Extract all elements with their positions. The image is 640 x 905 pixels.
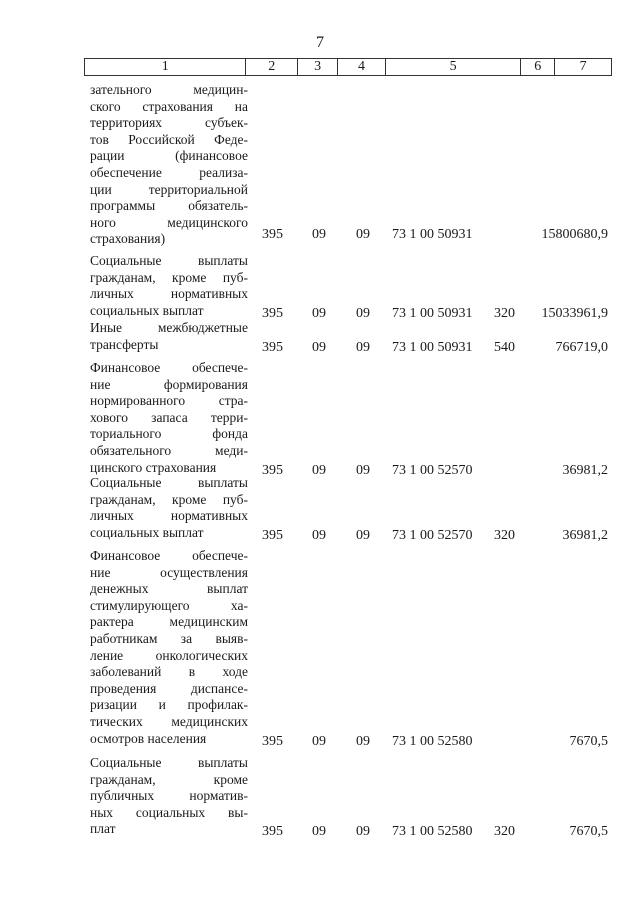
subsection-code: 09 [356,305,370,321]
description-line: Финансовое обеспече- [90,548,248,563]
chapter-code: 395 [262,227,283,243]
expense-type-code: 540 [494,339,515,355]
description-line: гражданам, кроме [90,771,248,787]
description-line: тов Российской Феде- [90,131,248,147]
header-col-6: 6 [521,59,555,75]
subsection-code: 09 [356,462,370,478]
chapter-code: 395 [262,339,283,355]
description-line: хового запаса терри- [90,409,248,425]
subsection-code: 09 [356,339,370,355]
expense-type-code: 320 [494,305,515,321]
description-line: ных социальных вы- [90,804,248,820]
description-line: программы обязатель- [90,198,248,214]
description-line: ного медицинского [90,214,248,230]
target-article-code: 73 1 00 50931 [392,305,473,321]
description-line: обязательного меди- [90,442,248,458]
description-line: Финансовое обеспече- [90,360,248,375]
description-line: Социальные выплаты [90,475,248,490]
expense-type-code: 320 [494,824,515,840]
page-number: 7 [316,34,324,51]
description-line: трансферты [90,336,159,352]
table-header [84,58,612,76]
description-line: рации (финансовое [90,148,248,164]
description-line: тических медицинских [90,713,248,729]
description-line: личных нормативных [90,286,248,302]
description-line: зательного медицин- [90,82,248,97]
header-col-7: 7 [579,59,587,74]
header-col-1: 1 [85,59,246,75]
expense-type-code: 320 [494,527,515,543]
section-code: 09 [312,305,326,321]
row-description [90,320,248,353]
row-description [90,82,248,248]
chapter-code: 395 [262,733,283,749]
description-line: денежных выплат [90,581,248,597]
description-line: ние осуществления [90,564,248,580]
description-line: территориях субъек- [90,115,248,131]
description-line: осмотров населения [90,730,207,746]
description-line: ние формирования [90,376,248,392]
row-description [90,360,248,476]
row-description [90,755,248,838]
row-description [90,253,248,319]
description-line: социальных выплат [90,302,204,318]
description-line: цинского страхования [90,459,217,475]
description-line: ление онкологических [90,647,248,663]
description-line: обеспечение реализа- [90,164,248,180]
description-line: ризации и профилак- [90,697,248,713]
description-line: ского страхования на [90,98,248,114]
description-line: проведения диспансе- [90,680,248,696]
section-code: 09 [312,339,326,355]
target-article-code: 73 1 00 50931 [392,227,473,243]
section-code: 09 [312,733,326,749]
description-line: гражданам, кроме пуб- [90,491,248,507]
chapter-code: 395 [262,305,283,321]
header-col-4: 4 [338,59,386,75]
amount: 15033961,9 [541,305,608,321]
description-line: стимулирующего ха- [90,597,248,613]
section-code: 09 [312,227,326,243]
target-article-code: 73 1 00 52580 [392,824,473,840]
description-line: Социальные выплаты [90,755,248,770]
row-description [90,475,248,541]
description-line: страхования) [90,231,166,247]
description-line: публичных норматив- [90,788,248,804]
description-line: социальных выплат [90,524,204,540]
description-line: работникам за выяв- [90,630,248,646]
section-code: 09 [312,462,326,478]
subsection-code: 09 [356,227,370,243]
description-line: плат [90,821,116,837]
amount: 15800680,9 [541,227,608,243]
target-article-code: 73 1 00 52570 [392,462,473,478]
target-article-code: 73 1 00 50931 [392,339,473,355]
amount: 36981,2 [562,527,608,543]
description-line: Социальные выплаты [90,253,248,268]
amount: 766719,0 [555,339,608,355]
description-line: рактера медицинским [90,614,248,630]
section-code: 09 [312,824,326,840]
subsection-code: 09 [356,824,370,840]
description-line: ториального фонда [90,426,248,442]
row-description [90,548,248,747]
header-col-5: 5 [386,59,521,75]
chapter-code: 395 [262,527,283,543]
description-line: нормированного стра- [90,393,248,409]
section-code: 09 [312,527,326,543]
chapter-code: 395 [262,462,283,478]
target-article-code: 73 1 00 52580 [392,733,473,749]
description-line: ции территориальной [90,181,248,197]
description-line: Иные межбюджетные [90,320,248,335]
amount: 36981,2 [562,462,608,478]
description-line: заболеваний в ходе [90,664,248,680]
subsection-code: 09 [356,527,370,543]
chapter-code: 395 [262,824,283,840]
target-article-code: 73 1 00 52570 [392,527,473,543]
header-col-3: 3 [298,59,338,75]
description-line: гражданам, кроме пуб- [90,269,248,285]
amount: 7670,5 [569,824,608,840]
description-line: личных нормативных [90,508,248,524]
subsection-code: 09 [356,733,370,749]
header-col-2: 2 [246,59,298,75]
amount: 7670,5 [569,733,608,749]
